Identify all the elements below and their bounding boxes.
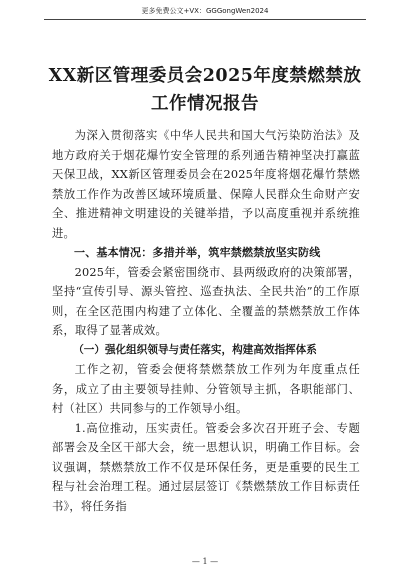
heading-section-1: 一、基本情况：多措并举，筑牢禁燃禁放坚实防线 (74, 246, 321, 259)
header-divider (44, 19, 366, 20)
paragraph-organization: 工作之初，管委会便将禁燃禁放工作列为年度重点任务，成立了由主要领导挂帅、分管领导主抓，各职能部门、村（社区）共同参与的工作领导小组。 (52, 363, 360, 415)
heading-subsection-1: （一）强化组织领导与责任落实，构建高效指挥体系 (73, 343, 317, 356)
document-title: XX新区管理委员会2025年度禁燃禁放工作情况报告 (48, 66, 362, 114)
paragraph-overview: 2025年，管委会紧密围绕市、县两级政府的决策部署，坚持“宣传引导、源头管控、巡查执法、全民共治”的工作原则，在全区范围内构建了立体化、全覆盖的禁燃禁放工作体系，取得了显著成效。 (52, 265, 360, 337)
page-number: — 1 — (191, 557, 219, 566)
header-note: 更多免费公文+VX：GGGongWen2024 (141, 7, 269, 15)
paragraph-responsibility: 1.高位推动，压实责任。管委会多次召开班子会、专题部署会及全区干部大会，统一思想认识，明确工作目标。会议强调，禁燃禁放工作不仅是环保任务，更是重要的民生工程与社会治理工程。通过层层签订《禁燃禁放工作目标责任书》，将任务指 (52, 421, 360, 513)
document-body (52, 126, 360, 516)
paragraph-intro: 为深入贯彻落实《中华人民共和国大气污染防治法》及地方政府关于烟花爆竹安全管理的系列通告精神坚决打赢蓝天保卫战，XX新区管理委员会在2025年度将烟花爆竹禁燃禁放工作作为改善区域环境质量、保障人民群众生命财产安全、推进精神文明建设的关键举措，予以高度重视并系统推进。 (52, 129, 360, 240)
